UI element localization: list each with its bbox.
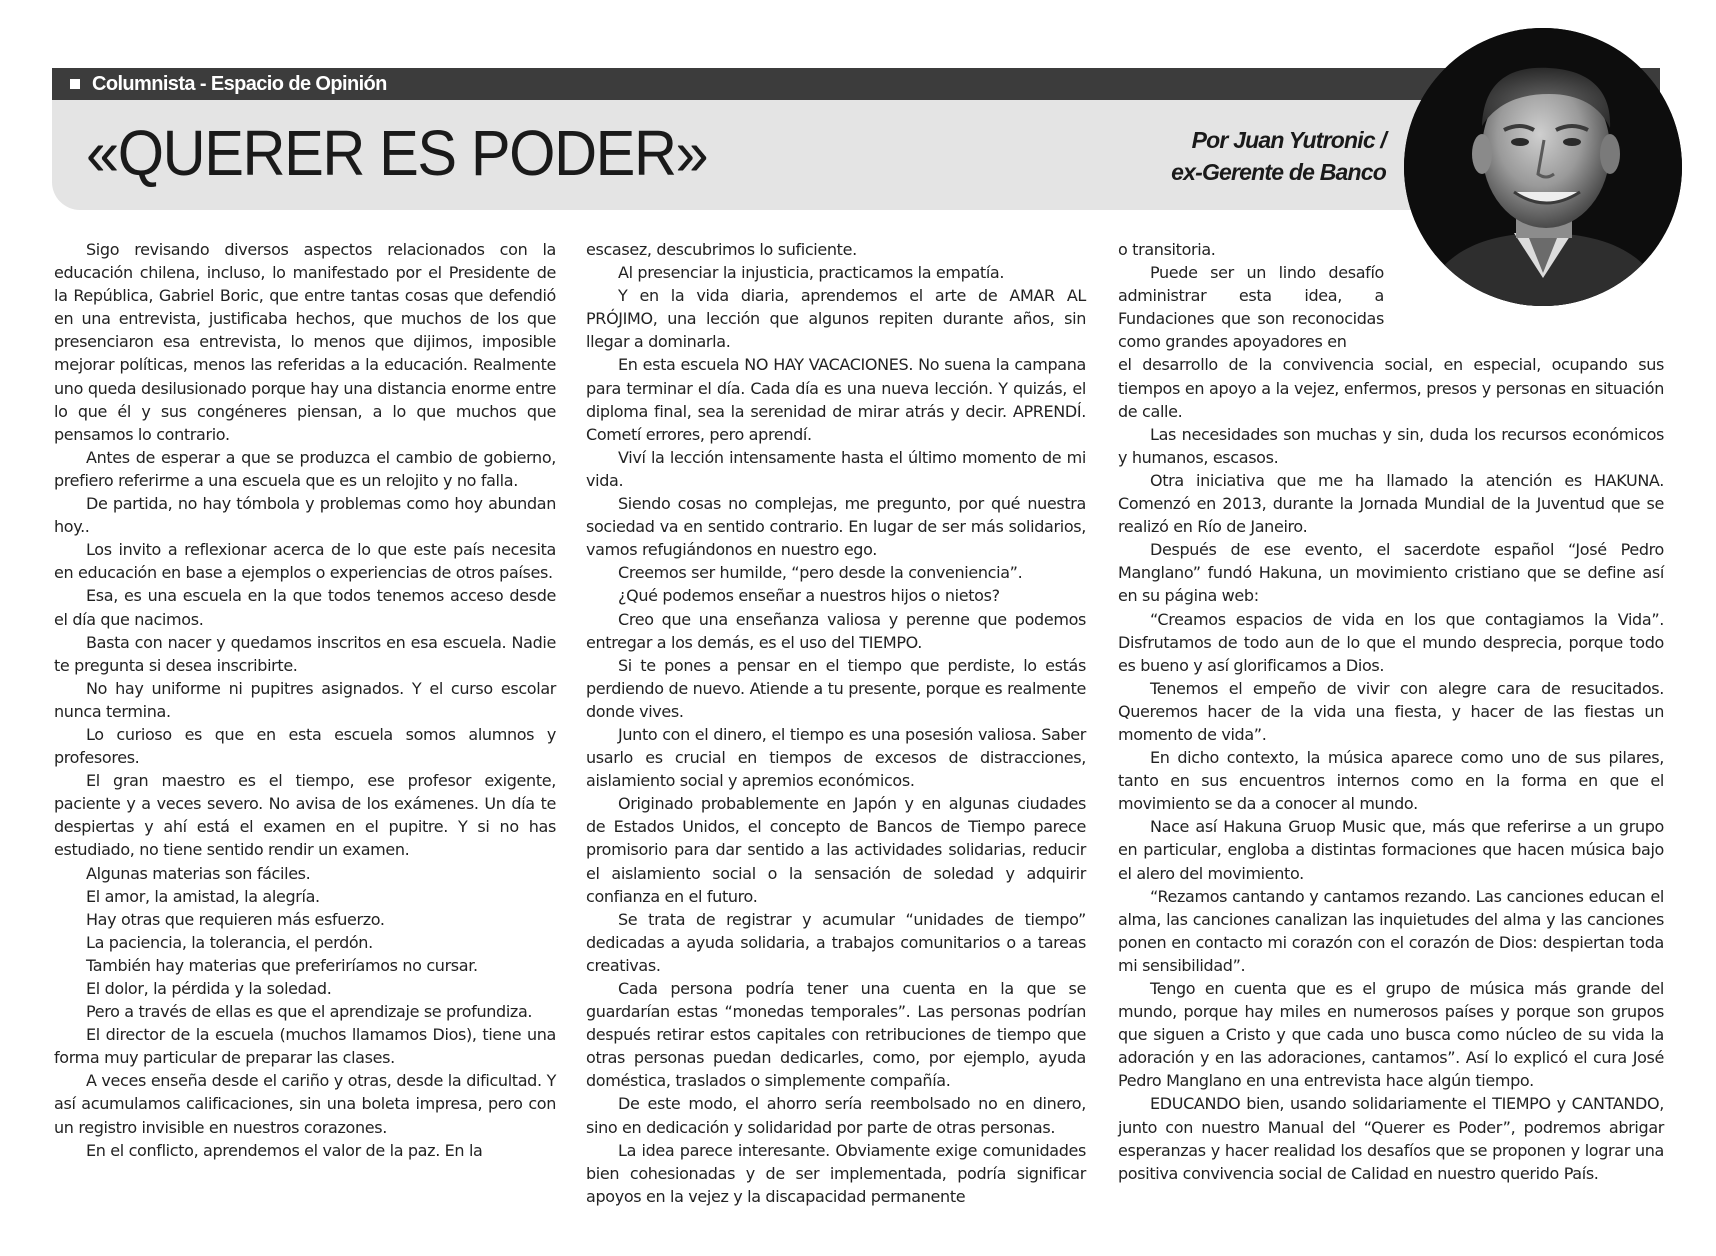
paragraph: Siendo cosas no complejas, me pregunto, por qué nuestra sociedad va en sentido contrario. En lugar de ser más solidarios, vamos refugiándonos en nuestro ego.: [586, 494, 1086, 560]
paragraph: De partida, no hay tómbola y problemas como hoy abundan hoy..: [54, 494, 556, 537]
paragraph: Creo que una enseñanza valiosa y perenne que podemos entregar a los demás, es el uso del TIEMPO.: [586, 609, 1086, 652]
paragraph: Antes de esperar a que se produzca el cambio de gobierno, prefiero referirme a una escuela que es un relojito y no falla.: [54, 447, 556, 490]
paragraph: el desarrollo de la convivencia social, en especial, ocupando sus tiempos en apoyo a la vejez, enfermos, presos y personas en situación de calle.: [1118, 355, 1664, 421]
article-column-1: [54, 238, 556, 1162]
paragraph: El dolor, la pérdida y la soledad.: [86, 979, 332, 998]
paragraph: Junto con el dinero, el tiempo es una posesión valiosa. Saber usarlo es crucial en tiempos de excesos de distracciones, aislamiento social y apremios económicos.: [586, 724, 1086, 791]
headline: «QUERER ES PODER»: [86, 117, 708, 189]
paragraph: “Rezamos cantando y cantamos rezando. Las canciones educan el alma, las canciones canalizan las inquietudes del alma y las canciones ponen en contacto mi corazón con el corazón de Dios: despiertan toda mi sensibilidad”.: [1118, 886, 1664, 975]
paragraph: Puede ser un lindo desafío administrar esta idea, a Fundaciones que son reconocidas como grandes apoyadores en: [1118, 263, 1384, 352]
paragraph: escasez, descubrimos lo suficiente.: [586, 240, 857, 259]
paragraph: No hay uniforme ni pupitres asignados. Y el curso escolar nunca termina.: [54, 678, 556, 721]
paragraph: Basta con nacer y quedamos inscritos en esa escuela. Nadie te pregunta si desea inscribirte.: [54, 632, 556, 675]
section-header-bar: [52, 68, 1660, 100]
paragraph: A veces enseña desde el cariño y otras, desde la dificultad. Y así acumulamos calificaciones, sin una boleta impresa, pero con un registro invisible en nuestros corazones.: [54, 1071, 556, 1137]
paragraph: Creemos ser humilde, “pero desde la conveniencia”.: [618, 563, 1023, 583]
paragraph: En esta escuela NO HAY VACACIONES. No suena la campana para terminar el día. Cada día es una nueva lección. Y quizás, el diploma final, sea la serenidad de mirar atrás y decir. APRENDÍ. Cometí errores, pero aprendí.: [586, 355, 1086, 444]
byline-author: Por Juan Yutronic /: [1191, 127, 1386, 153]
paragraph: Se trata de registrar y acumular “unidades de tiempo” dedicadas a ayuda solidaria, a trabajos comunitarios o a tareas creativas.: [586, 909, 1086, 975]
paragraph: Al presenciar la injusticia, practicamos la empatía.: [618, 263, 1005, 283]
byline: [1171, 124, 1386, 188]
paragraph: De este modo, el ahorro sería reembolsado no en dinero, sino en dedicación y solidaridad por parte de otras personas.: [586, 1094, 1086, 1137]
paragraph: o transitoria.: [1118, 240, 1216, 259]
paragraph: Originado probablemente en Japón y en algunas ciudades de Estados Unidos, el concepto de Bancos de Tiempo parece promisorio para dar sentido a las actividades solidarias, reducir el aislamiento social o la sensación de soledad y adquirir confianza en el futuro.: [586, 794, 1086, 906]
paragraph: En dicho contexto, la música aparece como uno de sus pilares, tanto en sus encuentros internos como en la forma en que el movimiento se da a conocer al mundo.: [1118, 748, 1664, 814]
paragraph: Viví la lección intensamente hasta el último momento de mi vida.: [586, 447, 1086, 490]
paragraph: ¿Qué podemos enseñar a nuestros hijos o nietos?: [618, 586, 1000, 606]
paragraph: Tenemos el empeño de vivir con alegre cara de resucitados. Queremos hacer de la vida una fiesta, y hacer de las fiestas un momento de vida”.: [1118, 678, 1664, 744]
paragraph: El amor, la amistad, la alegría.: [86, 886, 320, 906]
paragraph: Si te pones a pensar en el tiempo que perdiste, lo estás perdiendo de nuevo. Atiende a tu presente, porque es realmente donde vives.: [586, 655, 1086, 721]
article-column-2: [586, 238, 1086, 1208]
paragraph: En el conflicto, aprendemos el valor de la paz. En la: [86, 1140, 483, 1160]
paragraph: Lo curioso es que en esta escuela somos alumnos y profesores.: [54, 724, 556, 768]
paragraph: También hay materias que preferiríamos no cursar.: [86, 955, 478, 975]
paragraph: Y en la vida diaria, aprendemos el arte de AMAR AL PRÓJIMO, una lección que algunos repiten durante años, sin llegar a dominarla.: [586, 286, 1086, 352]
paragraph: El gran maestro es el tiempo, ese profesor exigente, paciente y a veces severo. No avisa de los exámenes. Un día te despiertas y ahí está el examen en el pupitre. Y si no has estudiado, no tiene sentido rendir un examen.: [54, 771, 556, 860]
paragraph: Las necesidades son muchas y sin, duda los recursos económicos y humanos, escasos.: [1118, 424, 1664, 467]
paragraph: “Creamos espacios de vida en los que contagiamos la Vida”. Disfrutamos de todo aun de lo que el mundo desprecia, porque todo es bueno y así glorificamos a Dios.: [1118, 609, 1664, 675]
paragraph: El director de la escuela (muchos llamamos Dios), tiene una forma muy particular de preparar las clases.: [54, 1025, 556, 1068]
paragraph: La idea parece interesante. Obviamente exige comunidades bien cohesionadas y de ser implementada, podría significar apoyos en la vejez y la discapacidad permanente: [586, 1140, 1086, 1206]
paragraph: Nace así Hakuna Gruop Music que, más que referirse a un grupo en particular, engloba a distintas formaciones que hacen música bajo el alero del movimiento.: [1118, 817, 1664, 883]
paragraph: Sigo revisando diversos aspectos relacionados con la educación chilena, incluso, lo manifestado por el Presidente de la República, Gabriel Boric, que entre tantas cosas que defendió en una entrevista, justificaba hechos, que muchos de los que presenciaron esa entrevista, lo menos que dijimos, imposible mejorar políticas, menos las referidas a la educación. Realmente uno queda desilusionado porque hay una distancia enorme entre lo que él y sus congéneres piensan, a lo que muchos que pensamos lo contrario.: [54, 240, 556, 444]
paragraph: Esa, es una escuela en la que todos tenemos acceso desde el día que nacimos.: [54, 586, 556, 629]
section-label: Columnista - Espacio de Opinión: [92, 72, 387, 95]
paragraph: Cada persona podría tener una cuenta en la que se guardarían estas “monedas temporales”. Las personas podrían después retirar estos capitales con retribuciones de tiempo que otras personas puedan dedicarles, como, por ejemplo, ayuda doméstica, traslados o simplemente compañía.: [586, 979, 1086, 1091]
article-column-3: [1118, 238, 1664, 1185]
paragraph: EDUCANDO bien, usando solidariamente el TIEMPO y CANTANDO, junto con nuestro Manual del “Querer es Poder”, podremos abrigar esperanzas y hacer realidad los desafíos que se proponen y lograr una positiva convivencia social de Calidad en nuestro querido País.: [1118, 1094, 1664, 1183]
paragraph: Hay otras que requieren más esfuerzo.: [86, 909, 385, 929]
paragraph: Otra iniciativa que me ha llamado la atención es HAKUNA. Comenzó en 2013, durante la Jornada Mundial de la Juventud que se realizó en Río de Janeiro.: [1118, 470, 1664, 537]
paragraph: La paciencia, la tolerancia, el perdón.: [86, 932, 373, 952]
paragraph: Pero a través de ellas es que el aprendizaje se profundiza.: [86, 1002, 533, 1022]
paragraph: Tengo en cuenta que es el grupo de música más grande del mundo, porque hay miles en numerosos países y porque son grupos que siguen a Cristo y que cada uno busca como núcleo de su vida la adoración y en las adoraciones, cantamos”. Así lo explicó el cura José Pedro Manglano en una entrevista hace algún tiempo.: [1118, 979, 1664, 1091]
paragraph: Los invito a reflexionar acerca de lo que este país necesita en educación en base a ejemplos o experiencias de otros países.: [54, 540, 556, 583]
paragraph: Algunas materias son fáciles.: [86, 863, 311, 883]
square-bullet-icon: [70, 79, 80, 89]
byline-role: ex-Gerente de Banco: [1171, 159, 1386, 185]
paragraph: Después de ese evento, el sacerdote español “José Pedro Manglano” fundó Hakuna, un movimiento cristiano que se define así en su página web:: [1118, 540, 1664, 606]
